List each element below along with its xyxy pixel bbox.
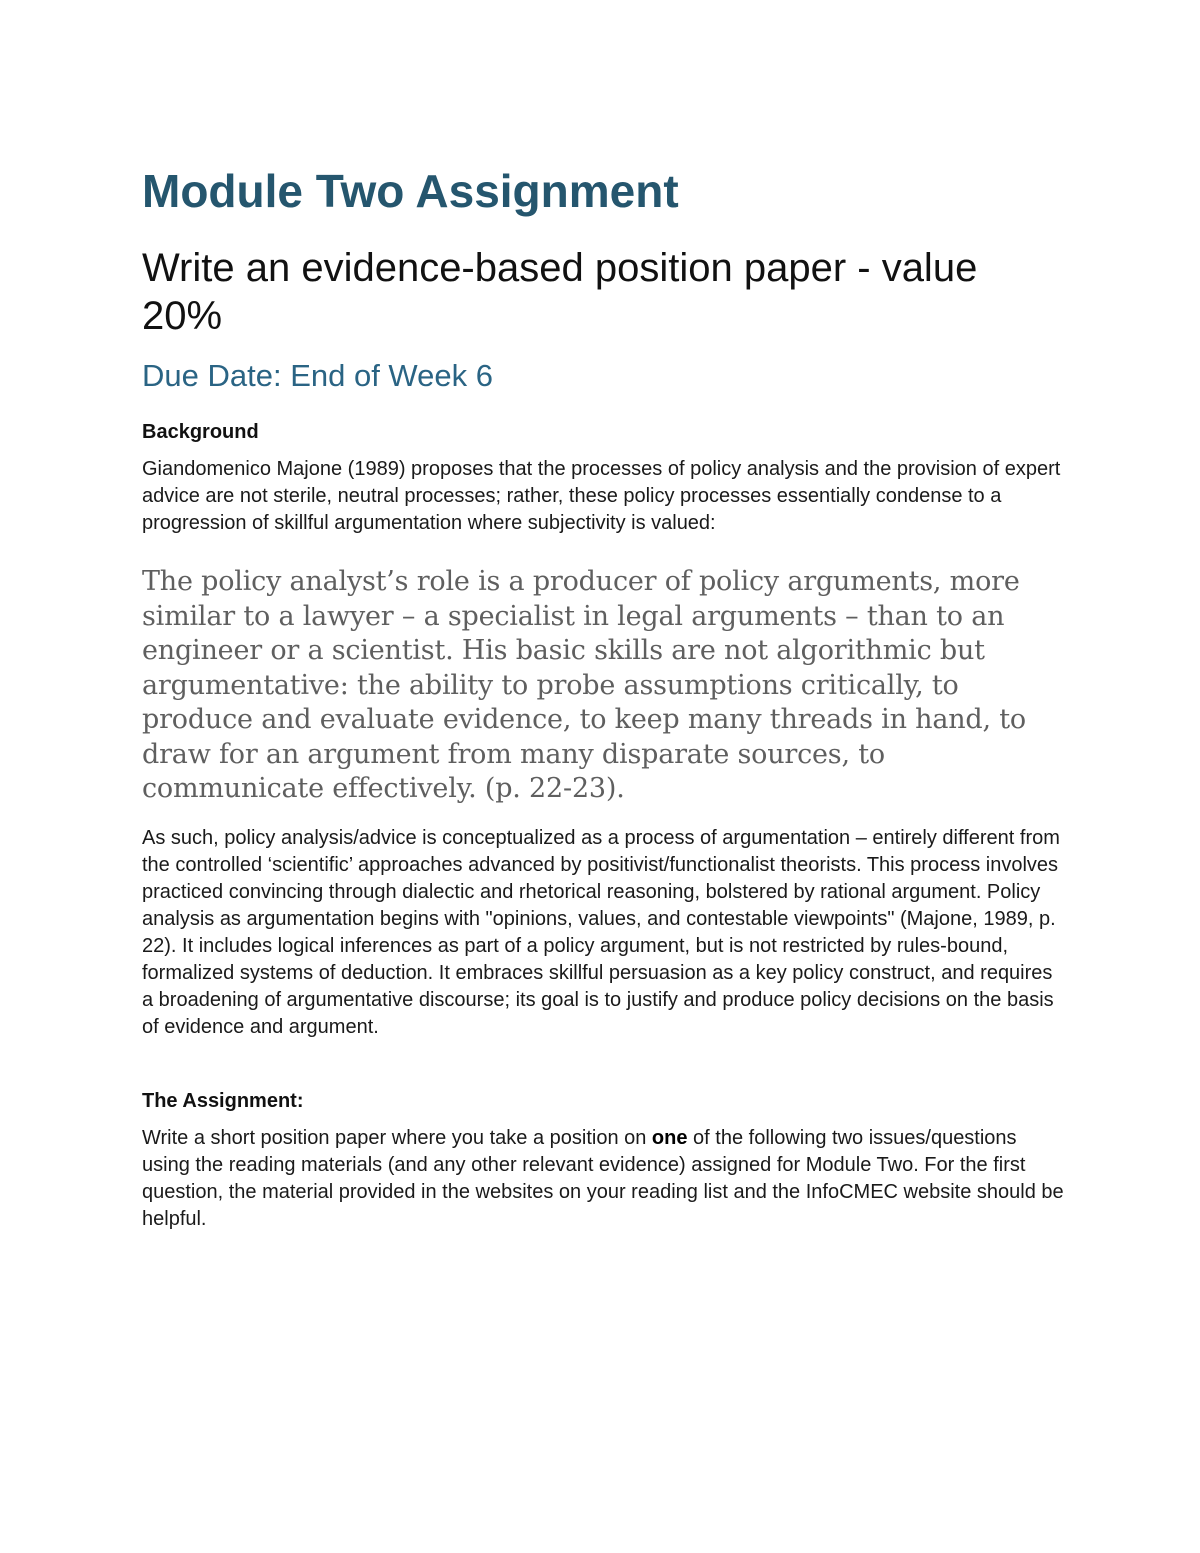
assignment-text-after: of the following two issues/questions using the reading materials (and any other relevant evidence) assigned for Module Two. For the first question, the material provided in the websites on your reading list and the InfoCMEC website should be helpful.	[142, 1126, 1064, 1230]
background-discussion: As such, policy analysis/advice is conceptualized as a process of argumentation – entirely different from the controlled ‘scientific’ approaches advanced by positivist/functionalist theorists. This process involves practiced convincing through dialectic and rhetorical reasoning, bolstered by rational argument. Policy analysis as argumentation begins with "opinions, values, and contestable viewpoints" (Majone, 1989, p. 22). It includes logical inferences as part of a policy argument, but is not restricted by rules-bound, formalized systems of deduction. It embraces skillful persuasion as a key policy construct, and requires a broadening of argumentative discourse; its goal is to justify and produce policy decisions on the basis of evidence and argument.	[142, 826, 1060, 1038]
page-subtitle: Write an evidence-based position paper - value 20%	[142, 246, 978, 338]
assignment-emphasis: one	[651, 1126, 688, 1149]
majone-quote: The policy analyst’s role is a producer of policy arguments, more similar to a lawyer – a specialist in legal arguments – than to an engineer or a scientist. His basic skills are not algorithmic but argumentative: the ability to probe assumptions critically, to produce and evaluate evidence, to keep many threads in hand, to draw for an argument from many disparate sources, to communicate effectively. (p. 22-23).	[142, 566, 1026, 804]
background-heading: Background	[142, 421, 259, 443]
due-date: Due Date: End of Week 6	[142, 358, 493, 393]
assignment-text-before: Write a short position paper where you take a position on	[142, 1126, 652, 1149]
assignment-heading: The Assignment:	[142, 1089, 304, 1112]
page-title: Module Two Assignment	[142, 165, 679, 217]
assignment-text	[142, 1125, 1067, 1233]
document-page	[142, 160, 1067, 1233]
background-intro: Giandomenico Majone (1989) proposes that the processes of policy analysis and the provision of expert advice are not sterile, neutral processes; rather, these policy processes essentially condense to a progression of skillful argumentation where subjectivity is valued:	[142, 458, 1061, 534]
